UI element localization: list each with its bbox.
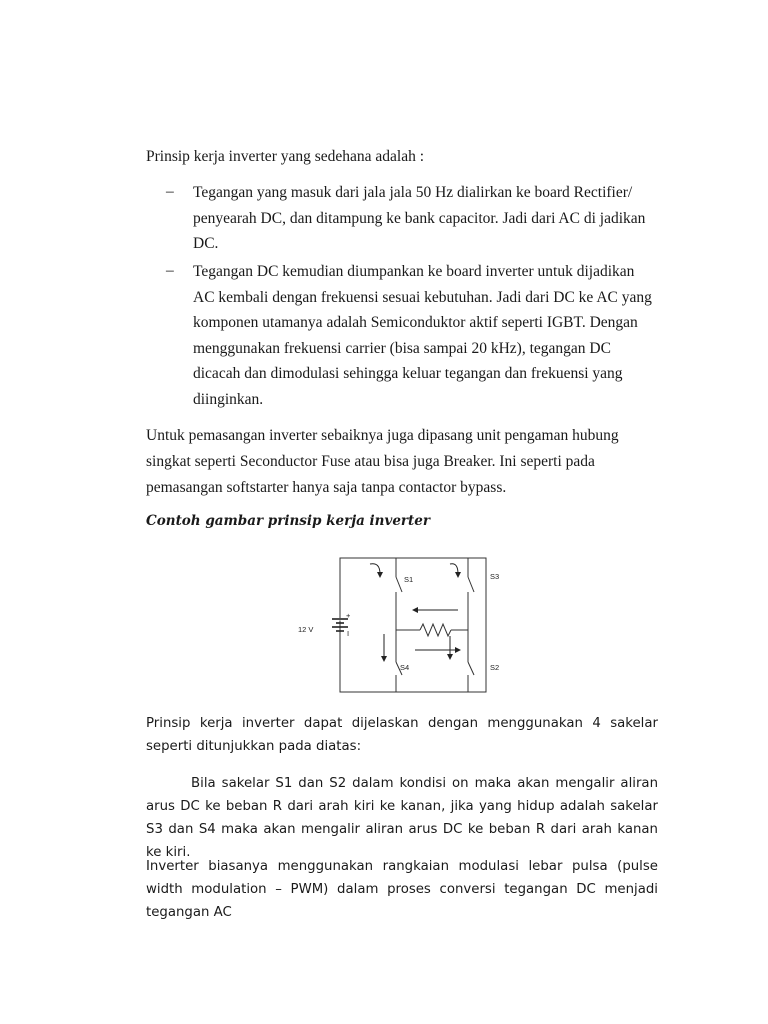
switch-label-s3: S3 bbox=[490, 572, 500, 581]
paragraph-protection bbox=[146, 423, 658, 501]
bullet-item-inverter bbox=[193, 259, 663, 412]
switch-label-s1: S1 bbox=[404, 575, 414, 584]
text-line: dicacah dan dimodulasi sehingga keluar tegangan dan frekuensi yang bbox=[193, 365, 623, 382]
bullet-marker: – bbox=[166, 183, 174, 200]
text-line: pemasangan softstarter hanya saja tanpa contactor bypass. bbox=[146, 479, 507, 496]
text-line: singkat seperti Seconductor Fuse atau bisa juga Breaker. Ini seperti pada bbox=[146, 453, 595, 470]
text-line: DC. bbox=[193, 235, 219, 252]
switch-s1-blade bbox=[396, 577, 402, 592]
text-line: Untuk pemasangan inverter sebaiknya juga dipasang unit pengaman hubung bbox=[146, 427, 619, 444]
text-line: AC kembali dengan frekuensi sesuai kebutuhan. Jadi dari DC ke AC yang bbox=[193, 288, 652, 306]
inverter-circuit-diagram bbox=[290, 552, 510, 700]
bullet-marker: – bbox=[166, 262, 174, 279]
text-line: penyearah DC, dan ditampung ke bank capacitor. Jadi dari AC di jadikan bbox=[193, 209, 646, 227]
text-line: Tegangan yang masuk dari jala jala 50 Hz dialirkan ke board Rectifier/ bbox=[193, 184, 633, 201]
switch-label-s4: S4 bbox=[400, 663, 410, 672]
switch-s3-blade bbox=[468, 577, 474, 592]
battery-plus-label: + bbox=[346, 611, 351, 620]
paragraph-principle: Prinsip kerja inverter dapat dijelaskan dengan menggunakan 4 sakelar seperti ditunjukkan pada diatas: bbox=[146, 716, 658, 754]
figure-heading: Contoh gambar prinsip kerja inverter bbox=[146, 513, 430, 529]
resistor-symbol bbox=[420, 624, 451, 636]
paragraph-switch-operation: Bila sakelar S1 dan S2 dalam kondisi on maka akan mengalir aliran arus DC ke beban R dari arah kiri ke kanan, jika yang hidup adalah sakelar S3 dan S4 maka akan mengalir aliran arus DC ke beban R dari arah kanan ke kiri. bbox=[146, 776, 658, 860]
text-line: Tegangan DC kemudian diumpankan ke board inverter untuk dijadikan bbox=[193, 263, 635, 280]
switch-label-s2: S2 bbox=[490, 663, 500, 672]
bullet-item-rectifier bbox=[193, 180, 663, 257]
battery-minus-label: I bbox=[347, 629, 350, 638]
text-line: menggunakan frekuensi carrier (bisa sampai 20 kHz), tegangan DC bbox=[193, 339, 611, 357]
switch-s2-blade bbox=[468, 662, 474, 675]
battery-voltage-label: 12 V bbox=[298, 625, 314, 634]
paragraph-pwm: Inverter biasanya menggunakan rangkaian modulasi lebar pulsa (pulse width modulation – PWM) dalam proses conversi tegangan DC menjadi tegangan AC bbox=[146, 859, 658, 920]
intro-text: Prinsip kerja inverter yang sedehana adalah : bbox=[146, 148, 425, 165]
text-line: diinginkan. bbox=[193, 390, 264, 408]
text-line: komponen utamanya adalah Semiconduktor aktif seperti IGBT. Dengan bbox=[193, 314, 638, 331]
